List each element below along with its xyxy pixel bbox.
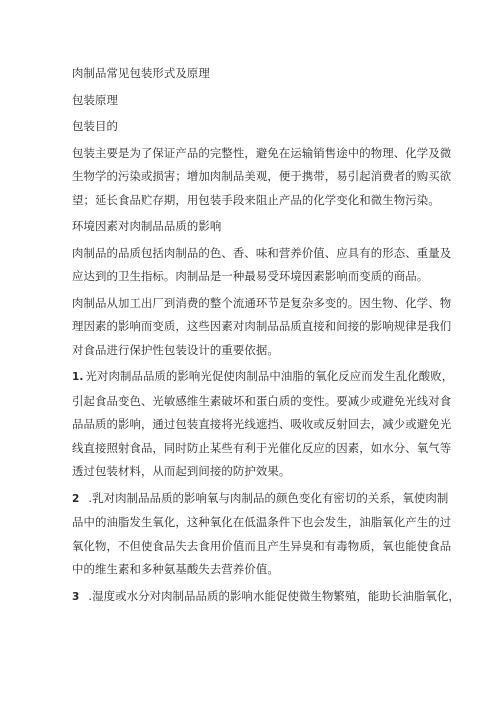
item-first-line: .乳对肉制品品质的影响氧与肉制品的颜色变化有密切的关系，氧使肉制 bbox=[88, 490, 449, 505]
paragraph-line: 应达到的卫生指标。肉制品是一种最易受环境因素影响而变质的商品。 bbox=[72, 269, 429, 283]
paragraph-line: 氧化物，不但使食品失去食用价值而且产生异臭和有毒物质，氧也能使食品 bbox=[72, 538, 452, 553]
subsection-heading: 包装目的 bbox=[72, 119, 118, 133]
paragraph-line bbox=[72, 365, 454, 390]
paragraph-line: 品中的油脂发生氧化，这种氧化在低温条件下也会发生，油脂氧化产生的过 bbox=[72, 515, 452, 529]
item-first-line: 光对肉制品品质的影响光促使肉制品中油脂的氧化反应而发生乱化酸败， bbox=[85, 369, 454, 383]
paragraph-line: 包装主要是为了保证产品的完整性，避免在运输销售途中的物理、化学及微 bbox=[72, 145, 452, 160]
paragraph-line: 线直接照射食品，同时防止某些有利于光催化反应的因素，如水分、氧气等 bbox=[72, 440, 452, 455]
paragraph-line: 对食品进行保护性包装设计的重要依据。 bbox=[72, 342, 279, 357]
paragraph-line: 透过包装材料，从而起到间接的防护效果。 bbox=[72, 464, 291, 478]
item-number: 3 bbox=[72, 590, 80, 603]
document-title: 肉制品常见包装形式及原理 bbox=[72, 66, 210, 80]
item-first-line: .湿度或水分对肉制品品质的影响水能促使微生物繁殖，能助长油脂氧化， bbox=[88, 588, 460, 603]
paragraph-line: 生物学的污染或损害；增加肉制品美观，便于携带，易引起消费者的购买欲 bbox=[72, 169, 452, 183]
paragraph-line: 望；延长食品贮存期，用包装手段来阻止产品的化学变化和微生物污染。 bbox=[72, 192, 440, 207]
paragraph-line: 肉制品从加工出厂到消费的整个流通环节是复杂多变的。因生物、化学、物 bbox=[72, 295, 452, 310]
paragraph-line: 引起食品变色、光敏感维生素破坏和蛋白质的变性。要减少或避免光线对食 bbox=[72, 393, 452, 408]
list-item-humidity bbox=[72, 585, 460, 610]
paragraph-line: 理因素的影响而变质，这些因素对肉制品品质直接和间接的影响规律是我们 bbox=[72, 319, 452, 333]
paragraph-line bbox=[72, 487, 449, 512]
paragraph-line bbox=[72, 585, 460, 610]
env-heading: 环境因素对肉制品品质的影响 bbox=[72, 219, 222, 233]
item-number: 2 bbox=[72, 492, 80, 505]
list-item-oxygen bbox=[72, 487, 452, 582]
paragraph-line: 肉制品的品质包括肉制品的色、香、味和营养价值、应具有的形态、重量及 bbox=[72, 245, 452, 260]
purpose-paragraph bbox=[72, 142, 452, 213]
quality-paragraph bbox=[72, 242, 452, 289]
section-heading: 包装原理 bbox=[72, 92, 118, 107]
paragraph-line: 中的维生素和多种氨基酸失去营养价值。 bbox=[72, 562, 279, 576]
document-body bbox=[72, 62, 460, 609]
circulation-paragraph bbox=[72, 292, 452, 363]
item-number: 1. bbox=[72, 371, 84, 383]
list-item-light bbox=[72, 365, 454, 484]
paragraph-line: 品品质的影响，通过包装直接将光线遮挡、吸收或反射回去，减少或避免光 bbox=[72, 417, 452, 431]
